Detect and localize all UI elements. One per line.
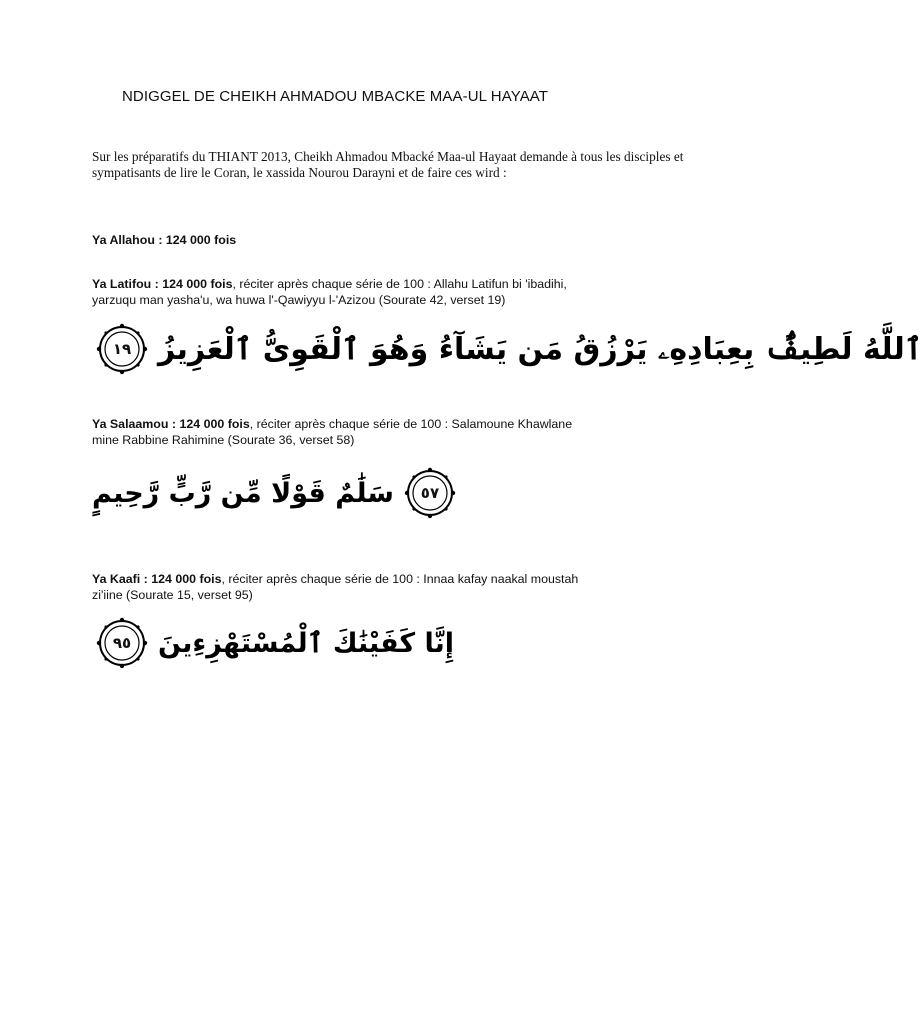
verse-arabic-text: إِنَّا كَفَيْنَٰكَ ٱلْمُسْتَهْزِءِينَ: [158, 627, 455, 659]
wird-instruction-line2: yarzuqu man yasha'u, wa huwa l'-Qawiyyu l-'Azizou (Sourate 42, verset 19): [92, 292, 506, 307]
page-title: NDIGGEL DE CHEIKH AHMADOU MBACKE MAA-UL HAYAAT: [122, 88, 549, 105]
wird-instruction-line2: zi'iine (Sourate 15, verset 95): [92, 587, 253, 602]
wird-name: Ya Latifou : 124 000 fois: [92, 277, 233, 291]
verse-number-medallion-icon: [96, 323, 148, 375]
wird-instruction: , réciter après chaque série de 100 : Allahu Latifun bi 'ibadihi,: [232, 277, 567, 291]
wird-ya-kaafi: [92, 572, 672, 603]
wird-instruction-line2: mine Rabbine Rahimine (Sourate 36, verset 58): [92, 432, 355, 447]
wird-name: Ya Allahou : 124 000 fois: [92, 233, 237, 247]
verse-arabic-text: ٱللَّهُ لَطِيفٌۢ بِعِبَادِهِۦ يَرْزُقُ مَن يَشَآءُ وَهُوَ ٱلْقَوِىُّ ٱلْعَزِيزُ: [158, 331, 922, 367]
verse-number-medallion-icon: [404, 467, 456, 519]
verse-number: ٥٧: [420, 484, 440, 502]
wird-ya-allahou: [92, 233, 672, 249]
wird-ya-salaamou: [92, 417, 672, 448]
verse-image-salaamou: [92, 462, 440, 524]
wird-ya-latifou: [92, 277, 672, 308]
verse-arabic-text: سَلَٰمٌ قَوْلًا مِّن رَّبٍّ رَّحِيمٍ: [92, 477, 394, 509]
verse-number: ١٩: [112, 340, 132, 358]
verse-number: ٩٥: [112, 634, 132, 652]
verse-image-kaafi: [96, 613, 455, 673]
intro-paragraph: Sur les préparatifs du THIANT 2013, Cheikh Ahmadou Mbacké Maa-ul Hayaat demande à tous les disciples et sympatisants de lire le Coran, le xassida Nourou Darayni et de faire ces wird :: [92, 149, 684, 180]
wird-name: Ya Salaamou : 124 000 fois: [92, 417, 250, 431]
wird-name: Ya Kaafi : 124 000 fois: [92, 572, 222, 586]
verse-image-latifou: [96, 316, 922, 382]
verse-number-medallion-icon: [96, 617, 148, 669]
wird-instruction: , réciter après chaque série de 100 : Innaa kafay naakal moustah: [221, 572, 579, 586]
wird-instruction: , réciter après chaque série de 100 : Salamoune Khawlane: [249, 417, 573, 431]
